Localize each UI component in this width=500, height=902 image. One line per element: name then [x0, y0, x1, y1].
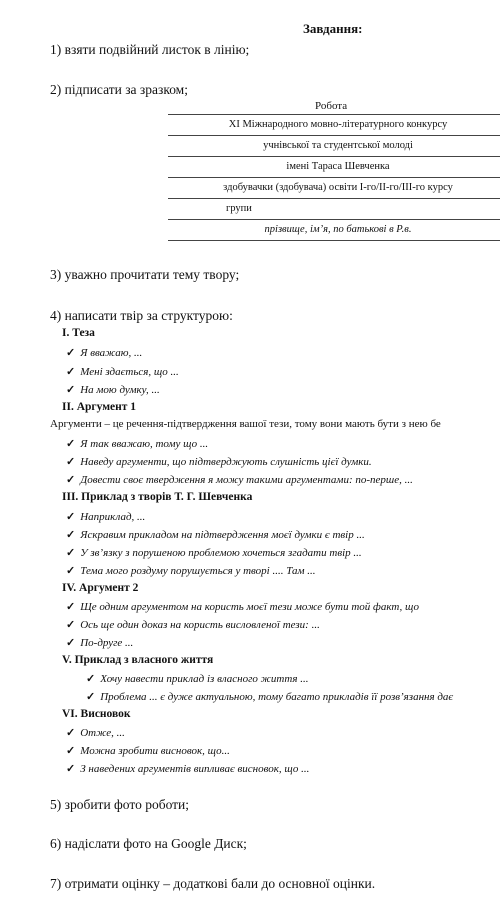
- page-title: Завдання:: [303, 21, 363, 36]
- check-icon: ✓: [66, 456, 76, 468]
- list-item: ✓ Проблема ... є дуже актуальною, тому багато прикладів її розв’язання дає: [86, 691, 454, 703]
- list-item: ✓ Отже, ...: [66, 727, 125, 739]
- list-item: ✓ Ось ще один доказ на користь висловленої тези: ...: [66, 619, 320, 631]
- step-7: 7) отримати оцінку – додаткові бали до основної оцінки.: [50, 876, 376, 891]
- list-item: ✓ Можна зробити висновок, що...: [66, 745, 230, 757]
- check-icon: ✓: [66, 547, 76, 559]
- section-heading: ІІІ. Приклад з творів Т. Г. Шевченка: [62, 491, 253, 503]
- check-icon: ✓: [66, 601, 76, 613]
- section-heading: V. Приклад з власного життя: [62, 654, 214, 666]
- section-heading: VI. Висновок: [62, 708, 131, 720]
- sample-row: XI Міжнародного мовно-літературного конкурсу: [168, 114, 500, 136]
- section-heading: І. Теза: [62, 327, 95, 339]
- sample-header: Робота: [315, 100, 348, 112]
- check-icon: ✓: [66, 347, 76, 359]
- list-item: ✓ Яскравим прикладом на підтвердження моєї думки є твір ...: [66, 529, 365, 541]
- check-icon: ✓: [66, 366, 76, 378]
- check-icon: ✓: [66, 438, 76, 450]
- step-4: 4) написати твір за структурою:: [50, 308, 233, 323]
- check-icon: ✓: [86, 673, 96, 685]
- check-icon: ✓: [66, 529, 76, 541]
- sample-row: здобувачки (здобувача) освіти І-го/ІІ-го/ІІІ-го курсу: [168, 178, 500, 199]
- list-item: ✓ Наприклад, ...: [66, 511, 146, 523]
- section-note: Аргументи – це речення-підтвердження вашої тези, тому вони мають бути з нею бе: [50, 418, 441, 430]
- check-icon: ✓: [66, 565, 76, 577]
- list-item: ✓ По-друге ...: [66, 637, 134, 649]
- section-heading: ІІ. Аргумент 1: [62, 401, 137, 413]
- sample-row: імені Тараса Шевченка: [168, 157, 500, 178]
- check-icon: ✓: [66, 511, 76, 523]
- sample-table: [168, 96, 500, 241]
- check-icon: ✓: [66, 474, 76, 486]
- step-1: 1) взяти подвійний листок в лінію;: [50, 42, 250, 57]
- check-icon: ✓: [66, 745, 76, 757]
- list-item: ✓ У зв’язку з порушеною проблемою хочеться згадати твір ...: [66, 547, 362, 559]
- sample-row: прізвище, ім’я, по батькові в Р.в.: [168, 220, 500, 241]
- list-item: ✓ На мою думку, ...: [66, 384, 160, 396]
- sample-row: учнівської та студентської молоді: [168, 136, 500, 157]
- list-item: ✓ З наведених аргументів випливає висновок, що ...: [66, 763, 310, 775]
- list-item: ✓ Хочу навести приклад із власного життя ...: [86, 673, 309, 685]
- section-heading: IV. Аргумент 2: [62, 582, 139, 594]
- sample-row: групи: [168, 199, 500, 220]
- check-icon: ✓: [66, 637, 76, 649]
- check-icon: ✓: [86, 691, 96, 703]
- list-item: ✓ Я так вважаю, тому що ...: [66, 438, 209, 450]
- step-6: 6) надіслати фото на Google Диск;: [50, 836, 247, 851]
- list-item: ✓ Тема мого роздуму порушується у творі .... Там ...: [66, 565, 316, 577]
- list-item: ✓ Я вважаю, ...: [66, 347, 143, 359]
- check-icon: ✓: [66, 763, 76, 775]
- list-item: ✓ Ще одним аргументом на користь моєї тези може бути той факт, що: [66, 601, 419, 613]
- step-2: 2) підписати за зразком;: [50, 82, 188, 97]
- list-item: ✓ Довести своє твердження я можу такими аргументами: по-перше, ...: [66, 474, 413, 486]
- check-icon: ✓: [66, 727, 76, 739]
- check-icon: ✓: [66, 619, 76, 631]
- list-item: ✓ Мені здається, що ...: [66, 366, 179, 378]
- step-3: 3) уважно прочитати тему твору;: [50, 267, 240, 282]
- check-icon: ✓: [66, 384, 76, 396]
- list-item: ✓ Наведу аргументи, що підтверджують слушність цієї думки.: [66, 456, 372, 468]
- step-5: 5) зробити фото роботи;: [50, 797, 190, 812]
